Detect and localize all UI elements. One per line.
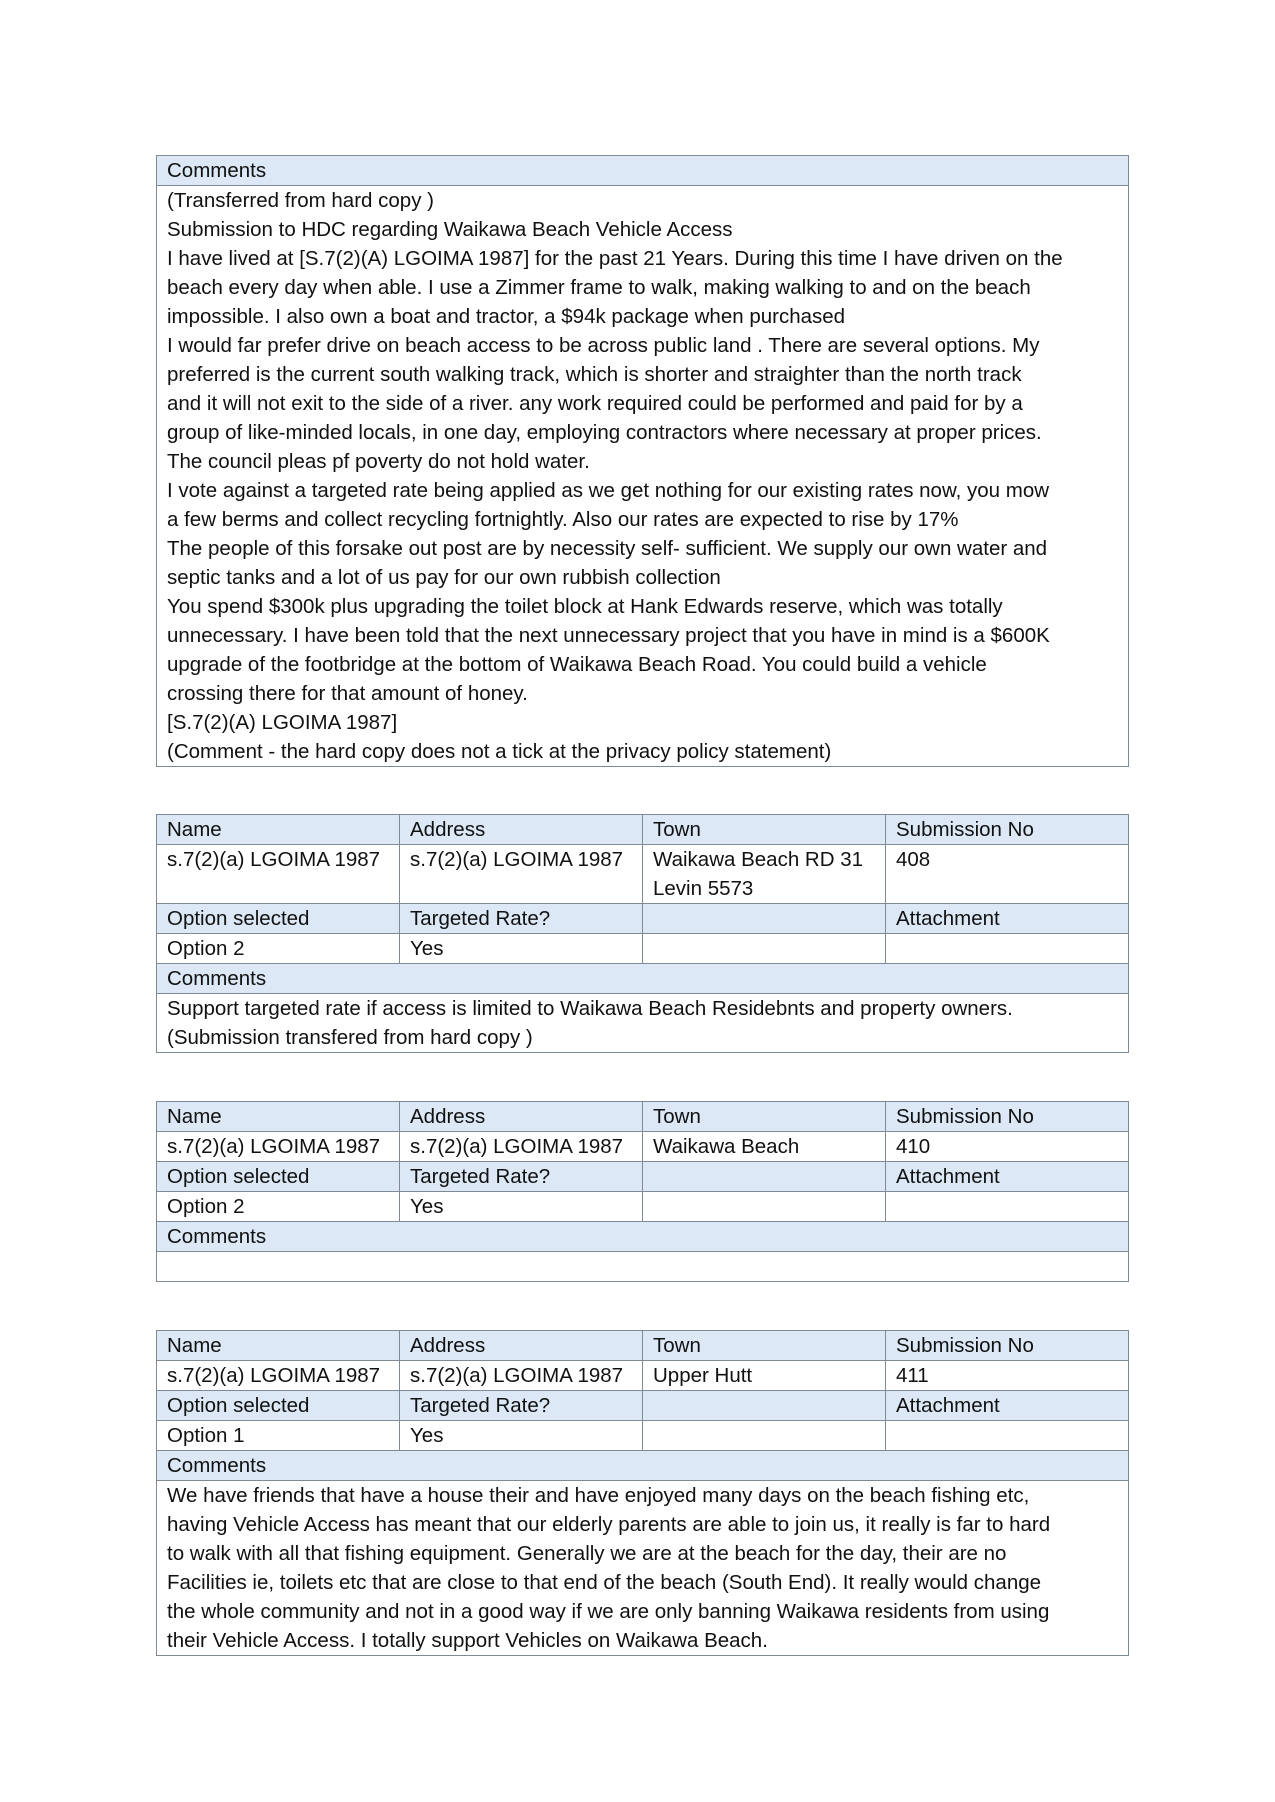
- name-value: s.7(2)(a) LGOIMA 1987: [157, 845, 400, 904]
- submission-no-header: Submission No: [886, 1102, 1129, 1132]
- comments-header: Comments: [157, 1222, 1129, 1252]
- town-value: Waikawa Beach: [643, 1132, 886, 1162]
- comments-body: [157, 1481, 1129, 1656]
- comment-line: septic tanks and a lot of us pay for our own rubbish collection: [167, 566, 721, 589]
- blank-cell: [643, 1192, 886, 1222]
- targeted-rate-header: Targeted Rate?: [400, 1391, 643, 1421]
- attachment-header: Attachment: [886, 904, 1129, 934]
- comments-header: Comments: [157, 1451, 1129, 1481]
- name-header: Name: [157, 1331, 400, 1361]
- attachment-header: Attachment: [886, 1391, 1129, 1421]
- comment-line: Submission to HDC regarding Waikawa Beach Vehicle Access: [167, 218, 733, 241]
- submission-no-value: 411: [886, 1361, 1129, 1391]
- town-line: Waikawa Beach RD 31: [653, 848, 864, 871]
- targeted-rate-header: Targeted Rate?: [400, 1162, 643, 1192]
- comment-line: The council pleas pf poverty do not hold water.: [167, 450, 590, 473]
- comment-line: Facilities ie, toilets etc that are close to that end of the beach (South End). It really would change: [167, 1571, 1042, 1594]
- comment-line: unnecessary. I have been told that the next unnecessary project that you have in mind is a $600K: [167, 624, 1050, 647]
- comment-line: to walk with all that fishing equipment. Generally we are at the beach for the day, their are no: [167, 1542, 1007, 1565]
- option-value: Option 1: [157, 1421, 400, 1451]
- comments-body: [157, 994, 1129, 1053]
- name-header: Name: [157, 1102, 400, 1132]
- comment-line: crossing there for that amount of honey.: [167, 682, 528, 705]
- comment-line: preferred is the current south walking track, which is shorter and straighter than the north track: [167, 363, 1022, 386]
- comments-body: [157, 1252, 1129, 1282]
- targeted-rate-header: Targeted Rate?: [400, 904, 643, 934]
- comment-line: We have friends that have a house their and have enjoyed many days on the beach fishing etc,: [167, 1484, 1030, 1507]
- targeted-rate-value: Yes: [400, 1192, 643, 1222]
- town-header: Town: [643, 1102, 886, 1132]
- town-header: Town: [643, 1331, 886, 1361]
- option-value: Option 2: [157, 1192, 400, 1222]
- town-value: [643, 845, 886, 904]
- option-value: Option 2: [157, 934, 400, 964]
- comments-header: Comments: [157, 964, 1129, 994]
- comments-body: [157, 186, 1129, 767]
- targeted-rate-value: Yes: [400, 1421, 643, 1451]
- comment-line: The people of this forsake out post are by necessity self- sufficient. We supply our own water and: [167, 537, 1048, 560]
- comment-line: [S.7(2)(A) LGOIMA 1987]: [167, 711, 398, 734]
- submission-table-411: [156, 1330, 1129, 1656]
- attachment-value: [886, 1192, 1129, 1222]
- attachment-header: Attachment: [886, 1162, 1129, 1192]
- option-selected-header: Option selected: [157, 1162, 400, 1192]
- address-header: Address: [400, 1331, 643, 1361]
- submission-comments-table: [156, 155, 1129, 767]
- comment-line: (Submission transfered from hard copy ): [167, 1026, 533, 1049]
- submission-table-408: [156, 814, 1129, 1053]
- address-value: s.7(2)(a) LGOIMA 1987: [400, 1132, 643, 1162]
- comment-line: I vote against a targeted rate being applied as we get nothing for our existing rates now, you mow: [167, 479, 1050, 502]
- name-value: s.7(2)(a) LGOIMA 1987: [157, 1132, 400, 1162]
- comment-line: group of like-minded locals, in one day, employing contractors where necessary at proper prices.: [167, 421, 1042, 444]
- comment-line: upgrade of the footbridge at the bottom of Waikawa Beach Road. You could build a vehicle: [167, 653, 987, 676]
- comment-line: a few berms and collect recycling fortnightly. Also our rates are expected to rise by 17%: [167, 508, 959, 531]
- address-value: s.7(2)(a) LGOIMA 1987: [400, 845, 643, 904]
- comment-line: I have lived at [S.7(2)(A) LGOIMA 1987] for the past 21 Years. During this time I have driven on the: [167, 247, 1063, 270]
- blank-cell: [643, 934, 886, 964]
- attachment-value: [886, 1421, 1129, 1451]
- blank-header: [643, 1391, 886, 1421]
- name-header: Name: [157, 815, 400, 845]
- comment-line: (Comment - the hard copy does not a tick at the privacy policy statement): [167, 740, 832, 763]
- comment-line: impossible. I also own a boat and tractor, a $94k package when purchased: [167, 305, 846, 328]
- name-value: s.7(2)(a) LGOIMA 1987: [157, 1361, 400, 1391]
- comment-line: beach every day when able. I use a Zimmer frame to walk, making walking to and on the beach: [167, 276, 1031, 299]
- town-value: Upper Hutt: [643, 1361, 886, 1391]
- comment-line: having Vehicle Access has meant that our elderly parents are able to join us, it really is far to hard: [167, 1513, 1051, 1536]
- town-header: Town: [643, 815, 886, 845]
- blank-cell: [643, 1421, 886, 1451]
- submission-no-header: Submission No: [886, 815, 1129, 845]
- comments-header: Comments: [157, 156, 1129, 186]
- comment-line: Support targeted rate if access is limited to Waikawa Beach Residebnts and property owners.: [167, 997, 1013, 1020]
- comment-line: the whole community and not in a good way if we are only banning Waikawa residents from using: [167, 1600, 1050, 1623]
- address-header: Address: [400, 815, 643, 845]
- blank-header: [643, 904, 886, 934]
- comment-line: and it will not exit to the side of a river. any work required could be performed and paid for by a: [167, 392, 1023, 415]
- blank-header: [643, 1162, 886, 1192]
- option-selected-header: Option selected: [157, 1391, 400, 1421]
- comment-line: You spend $300k plus upgrading the toilet block at Hank Edwards reserve, which was totally: [167, 595, 1003, 618]
- comment-line: their Vehicle Access. I totally support Vehicles on Waikawa Beach.: [167, 1629, 768, 1652]
- address-header: Address: [400, 1102, 643, 1132]
- comment-line: I would far prefer drive on beach access to be across public land . There are several options. My: [167, 334, 1040, 357]
- address-value: s.7(2)(a) LGOIMA 1987: [400, 1361, 643, 1391]
- submission-no-value: 408: [886, 845, 1129, 904]
- targeted-rate-value: Yes: [400, 934, 643, 964]
- town-line: Levin 5573: [653, 877, 754, 900]
- attachment-value: [886, 934, 1129, 964]
- submission-no-header: Submission No: [886, 1331, 1129, 1361]
- submission-no-value: 410: [886, 1132, 1129, 1162]
- comment-line: (Transferred from hard copy ): [167, 189, 434, 212]
- submission-table-410: [156, 1101, 1129, 1282]
- option-selected-header: Option selected: [157, 904, 400, 934]
